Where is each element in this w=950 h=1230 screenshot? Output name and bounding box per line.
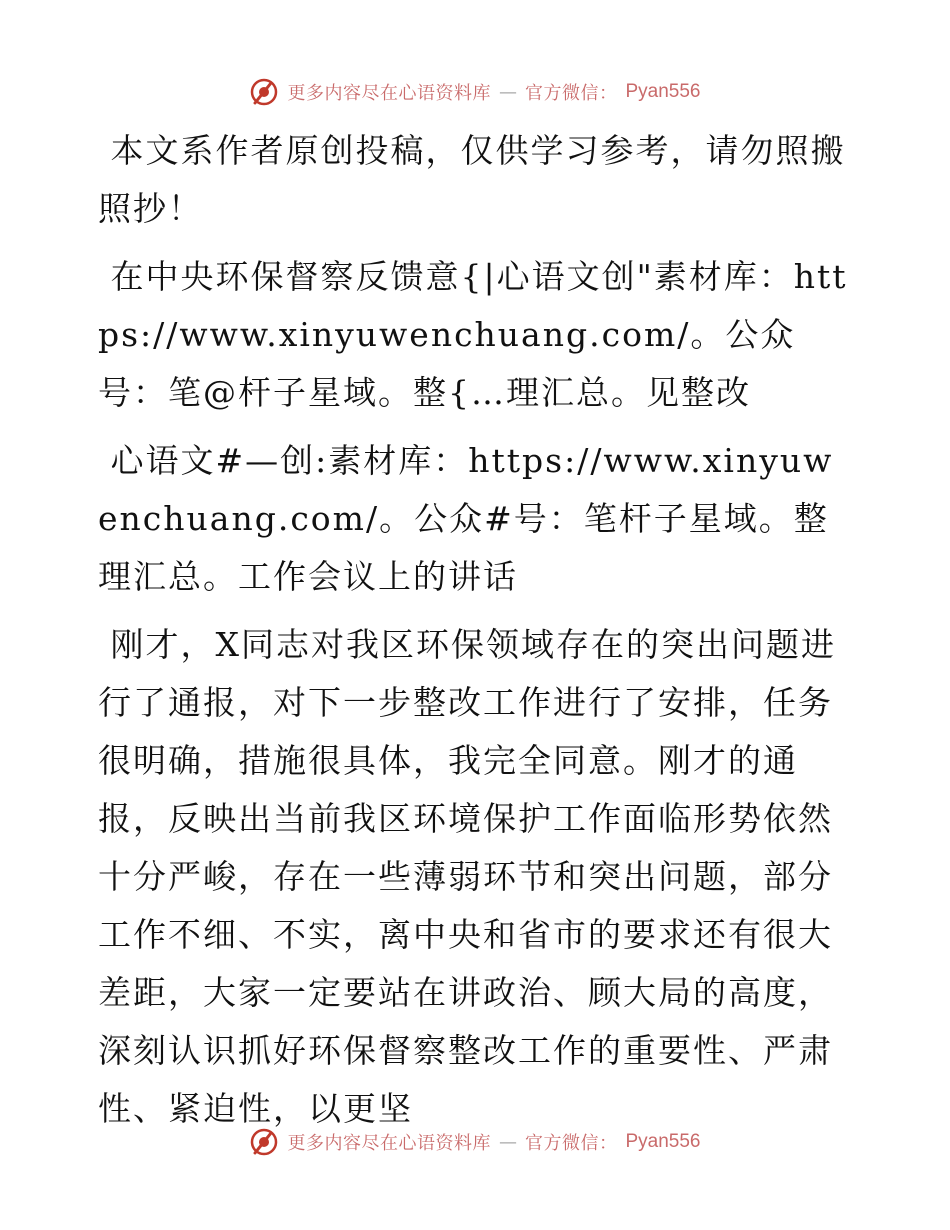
watermark-separator: —: [498, 1131, 517, 1153]
pen-logo-icon: [249, 77, 279, 107]
header-watermark: [0, 72, 950, 112]
watermark-handle: Pyan556: [625, 1131, 701, 1152]
watermark-text: 更多内容尽在心语资料库: [287, 83, 491, 104]
watermark-label: 官方微信：: [524, 1133, 618, 1154]
watermark-separator: —: [498, 81, 517, 103]
watermark-label: 官方微信：: [524, 83, 618, 104]
paragraph-notice: 本文系作者原创投稿，仅供学习参考，请勿照搬照抄！: [98, 131, 846, 228]
watermark-handle: Pyan556: [625, 81, 701, 102]
document-body: [98, 122, 853, 1148]
watermark-text: 更多内容尽在心语资料库: [287, 1133, 491, 1154]
paragraph-speech-body: 刚才，X同志对我区环保领域存在的突出问题进行了通报，对下一步整改工作进行了安排，任务很明确，措施很具体，我完全同意。刚才的通报，反映出当前我区环境保护工作面临形势依然十分严峻，存在一些薄弱环节和突出问题，部分工作不细、不实，离中央和省市的要求还有很大差距，大家一定要站在讲政治、顾大局的高度，深刻认识抓好环保督察整改工作的重要性、严肃性、紧迫性，以更坚: [98, 625, 836, 1128]
paragraph-title-line-1: 在中央环保督察反馈意{|心语文创"素材库：https://www.xinyuwenchuang.com/。公众号：笔@杆子星域。整{…理汇总。见整改: [98, 257, 848, 412]
paragraph-title-line-2: 心语文#—创:素材库：https://www.xinyuwenchuang.com/。公众#号：笔杆子星域。整理汇总。工作会议上的讲话: [98, 441, 834, 596]
footer-watermark: [0, 1122, 950, 1162]
pen-logo-icon: [249, 1127, 279, 1157]
